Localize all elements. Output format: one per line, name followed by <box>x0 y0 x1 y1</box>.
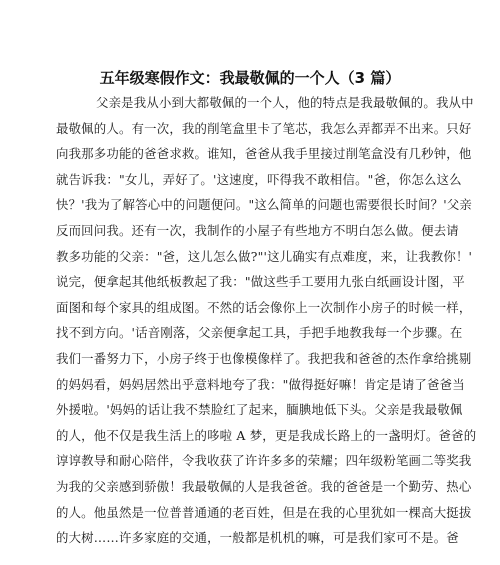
paragraph-line: 向我那多功能的爸爸求救。谁知，爸爸从我手里接过削笔盒没有几秒钟，他 <box>56 146 472 162</box>
paragraph-line: 教多功能的父亲："爸，这儿怎么做?"'这儿确实有点难度，来，让我教你！' <box>56 248 473 264</box>
paragraph-line: 最敬佩的人。有一次，我的削笔盒里卡了笔芯，我怎么弄都弄不出来。只好 <box>56 120 472 136</box>
paragraph-line: 的人，他不仅是我生活上的哆啦 A 梦，更是我成长路上的一盏明灯。爸爸的 <box>56 427 477 443</box>
paragraph-line: 谆谆教导和耐心陪伴，令我收获了许许多多的荣耀；四年级粉笔画二等奖我 <box>56 453 472 469</box>
paragraph-line: 为我的父亲感到骄傲！我最敬佩的人是我爸爸。我的爸爸是一个勤劳、热心 <box>56 479 472 494</box>
paragraph-line: 说完，便拿起其他纸板教起了我："做这些手工要用九张白纸画设计图，平 <box>56 274 465 290</box>
paragraph-line: 的大树……许多家庭的交通，一般都是机机的嘛，可是我们家可不是。爸 <box>56 530 459 546</box>
paragraph-line: 外援啦。'妈妈的话让我不禁脸红了起来，腼腆地低下头。父亲是我最敬佩 <box>56 402 463 418</box>
paragraph-line: 父亲是我从小到大都敬佩的一个人，他的特点是我最敬佩的。我从中 <box>96 95 474 110</box>
paragraph-line: 的人。他虽然是一位普普通通的老百姓，但是在我的心里犹如一棵高大挺拔 <box>56 504 472 520</box>
paragraph-line: 我们一番努力下，小房子终于也像模像样了。我把我和爸爸的杰作拿给挑剔 <box>56 351 472 366</box>
paragraph-line: 找不到方向。'话音刚落，父亲便拿起工具，手把手地教我每一个步骤。在 <box>56 325 463 341</box>
document-title: 五年级寒假作文：我最敬佩的一个人（3 篇） <box>99 69 401 87</box>
paragraph-line: 的妈妈看，妈妈居然出乎意料地夸了我："做得挺好嘛！肯定是请了爸爸当 <box>56 376 465 392</box>
paragraph-line: 面图和每个家具的组成图。不然的话会像你上一次制作小房子的时候一样， <box>56 299 472 315</box>
paragraph-line: 就告诉我："女儿，弄好了。'这速度，吓得我不敢相信。"爸，你怎么这么 <box>56 171 462 187</box>
paragraph-line: 反而回问我。还有一次，我制作的小屋子有些地方不明白怎么做。便去请 <box>56 223 459 238</box>
paragraph-line: 快？'我为了解答心中的问题便问。"这么简单的问题也需要很长时间？'父亲 <box>56 197 473 213</box>
